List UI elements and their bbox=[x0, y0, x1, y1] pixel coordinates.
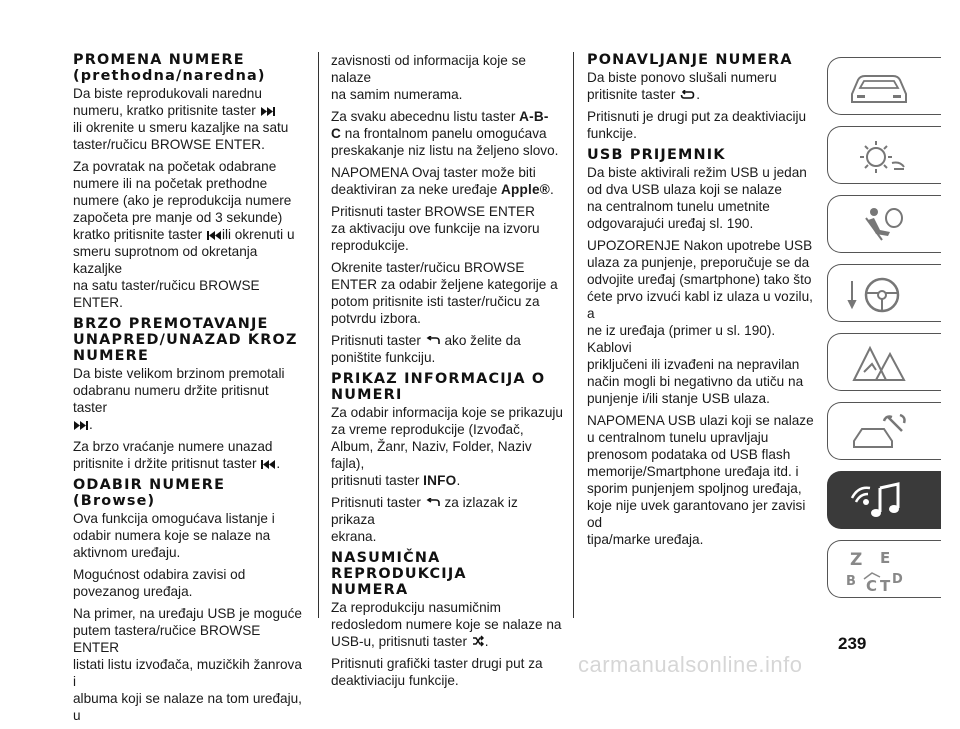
tab-dashboard[interactable] bbox=[827, 126, 941, 184]
index-letter: D bbox=[892, 572, 903, 587]
previous-track-icon bbox=[261, 460, 275, 469]
heading-fast-forward-rewind: BRZO PREMOTAVANJE UNAPRED/UNAZAD KROZ NUMERE bbox=[73, 316, 298, 364]
tab-safety[interactable] bbox=[827, 195, 941, 253]
apple-label: Apple® bbox=[501, 182, 551, 197]
paragraph: Da biste aktivirali režim USB u jedan od dva USB ulaza koji se nalaze na centralnom tunelu umetnite odgovarajući uređaj sl. 190. bbox=[587, 165, 807, 231]
paragraph: Pritisnuti je drugi put za deaktiviaciju funkcije. bbox=[587, 109, 807, 141]
paragraph: Na primer, na uređaju USB je moguće putem tastera/ručice BROWSE ENTER listati listu izvođača, muzičkih žanrova i albuma koji se nalaze na tom uređaju, u bbox=[73, 606, 302, 723]
text-column-2 bbox=[331, 52, 564, 694]
paragraph: Da biste velikom brzinom premotali odabranu numeru držite pritisnut taster . bbox=[73, 366, 285, 432]
back-arrow-icon bbox=[426, 336, 440, 346]
paragraph: Pritisnuti grafički taster drugi put za deaktiviaciju funkcije. bbox=[331, 656, 543, 688]
column-divider bbox=[318, 52, 319, 618]
paragraph: Za reprodukciju nasumičnim redosledom numere koje se nalaze na USB-u, pritisnuti taster . bbox=[331, 600, 562, 649]
paragraph: Pritisnuti taster BROWSE ENTER za aktivaciju ove funkcije na izvoru reprodukcije. bbox=[331, 204, 540, 253]
next-track-icon bbox=[74, 421, 88, 430]
steering-wheel-icon bbox=[844, 271, 914, 317]
text-column-1 bbox=[73, 52, 306, 729]
column-divider bbox=[573, 52, 574, 618]
heading-track-info: PRIKAZ INFORMACIJA O NUMERI bbox=[331, 371, 546, 403]
heading-browse: ODABIR NUMERE (Browse) bbox=[73, 477, 226, 509]
index-letter: B bbox=[846, 574, 856, 589]
page-number: 239 bbox=[838, 634, 867, 653]
multimedia-icon bbox=[844, 478, 914, 524]
info-key-label: INFO bbox=[423, 473, 457, 488]
airbag-seatbelt-icon bbox=[844, 202, 914, 248]
index-letter: E bbox=[880, 549, 891, 567]
tab-driving[interactable] bbox=[827, 264, 941, 322]
tab-multimedia[interactable] bbox=[827, 471, 941, 529]
tab-maintenance[interactable] bbox=[827, 402, 941, 460]
repeat-icon bbox=[680, 90, 695, 100]
previous-track-icon bbox=[207, 231, 221, 240]
wrench-car-icon bbox=[844, 409, 914, 455]
paragraph: Da biste reprodukovali narednu numeru, kratko pritisnite taster ili okrenite u smeru kazaljke na satu taster/ručicu BROWSE ENTER. bbox=[73, 86, 289, 152]
back-arrow-icon bbox=[426, 498, 440, 508]
alphabet-index-icon bbox=[844, 547, 914, 593]
watermark: carmanualsonline.info bbox=[578, 652, 803, 677]
next-track-icon bbox=[261, 107, 275, 116]
paragraph: Okrenite taster/ručicu BROWSE ENTER za odabir željene kategorije a potom pritisnite isti taster/ručicu za potvrdu izbora. bbox=[331, 260, 558, 326]
paragraph: Mogućnost odabira zavisi od povezanog uređaja. bbox=[73, 567, 246, 599]
paragraph: Za brzo vraćanje numere unazad pritisnite i držite pritisnut taster . bbox=[73, 439, 281, 471]
shuffle-icon bbox=[472, 635, 484, 647]
abc-key-label: A-B- C bbox=[331, 109, 549, 141]
heading-usb: USB PRIJEMNIK bbox=[587, 147, 726, 163]
tab-car[interactable] bbox=[827, 57, 941, 115]
paragraph: Za odabir informacija koje se prikazuju za vreme reprodukcije (Izvođač, Album, Žanr, Naziv, Folder, Naziv fajla), pritisnuti taster INFO. bbox=[331, 405, 563, 488]
tab-index[interactable] bbox=[827, 540, 941, 598]
index-letter: C bbox=[866, 577, 878, 593]
heading-track-change: PROMENA NUMERE (prethodna/naredna) bbox=[73, 52, 266, 84]
heading-repeat: PONAVLJANJE NUMERA bbox=[587, 52, 793, 68]
paragraph: NAPOMENA Ovaj taster može biti deaktiviran za neke uređaje Apple®. bbox=[331, 165, 554, 197]
paragraph: UPOZORENJE Nakon upotrebe USB ulaza za punjenje, preporučuje se da odvojite uređaj (smartphone) tako što ćete prvo izvući kabl iz ulaza u vozilu, a ne iz uređaja (primer u sl. 190). Kablovi priključeni ili izvađeni na nepravilan način mogli bi negativno da utiču na punjenje i/ili stanje USB ulaza. bbox=[587, 238, 813, 406]
heading-shuffle: NASUMIČNA REPRODUKCIJA NUMERA bbox=[331, 550, 467, 598]
paragraph: Pritisnuti taster ako želite da poništite funkciju. bbox=[331, 333, 521, 365]
paragraph: Za svaku abecednu listu taster A-B- C na frontalnom panelu omogućava preskakanje niz listu na željeno slovo. bbox=[331, 109, 559, 158]
paragraph: Ova funkcija omogućava listanje i odabir numera koje se nalaze na aktivnom uređaju. bbox=[73, 511, 275, 560]
paragraph: Pritisnuti taster za izlazak iz prikaza ekrana. bbox=[331, 495, 518, 544]
index-letter: T bbox=[880, 577, 891, 593]
text-column-3 bbox=[587, 52, 819, 553]
dashboard-lights-icon bbox=[844, 133, 914, 179]
chapter-tabs bbox=[827, 57, 941, 609]
tab-emergency[interactable] bbox=[827, 333, 941, 391]
car-icon bbox=[844, 64, 914, 110]
warning-triangle-icon bbox=[844, 340, 914, 386]
paragraph: NAPOMENA USB ulazi koji se nalaze u centralnom tunelu upravljaju prenosom podataka od USB flash memorije/Smartphone uređaja itd. i sporim punjenjem spoljnog uređaja, koje nije uvek garantovano jer zavisi od tipa/marke uređaja. bbox=[587, 413, 814, 547]
paragraph: zavisnosti od informacija koje se nalaze na samim numerama. bbox=[331, 53, 526, 102]
index-letter: Z bbox=[850, 550, 863, 570]
paragraph: Za povratak na početak odabrane numere ili na početak prethodne numere (ako je reprodukcija numere započeta pre manje od 3 sekunde) kratko pritisnite taster ili okrenuti u smeru suprotnom od okretanja kazaljke na satu taster/ručicu BROWSE ENTER. bbox=[73, 159, 295, 310]
paragraph: Da biste ponovo slušali numeru pritisnite taster . bbox=[587, 70, 777, 102]
